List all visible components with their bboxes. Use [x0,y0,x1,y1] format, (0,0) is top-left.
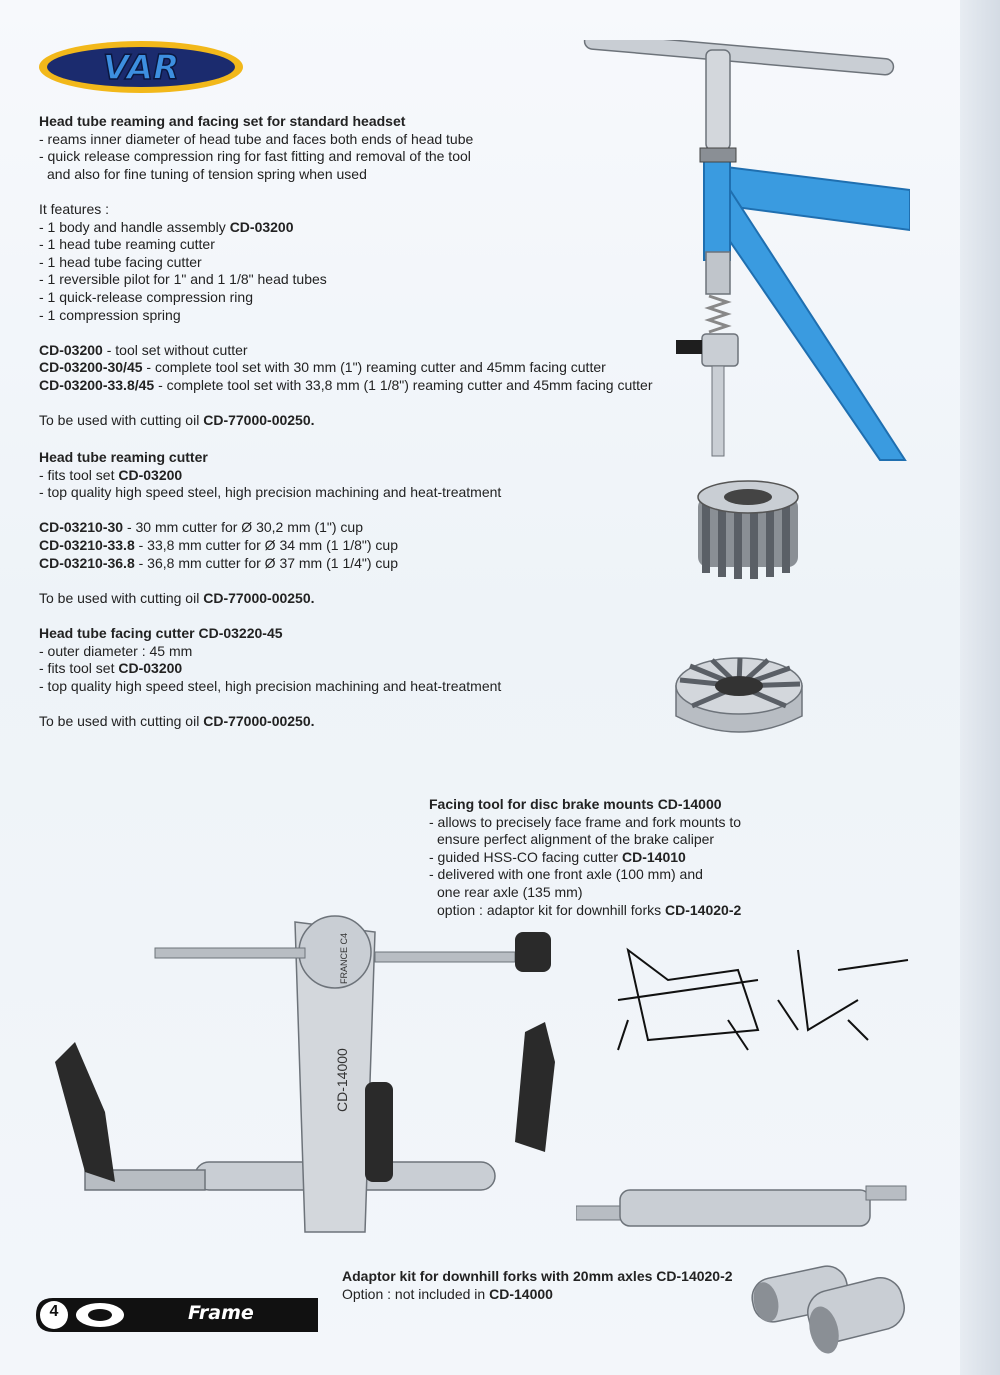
facing-oil-note: To be used with cutting oil CD-77000-00250. [39,712,315,729]
facing-cutter-section [39,625,501,731]
feature-2: - 1 head tube reaming cutter [39,236,215,253]
feature-6: - 1 compression spring [39,306,181,323]
headset-set-section [39,113,652,430]
features-intro: It features : [39,200,110,217]
disc-line-2: ensure perfect alignment of the brake caliper [437,831,715,848]
tool-body-mark: CD-14000 [334,1048,350,1112]
reaming-variant-2: CD-03210-33.8 - 33,8 mm cutter for Ø 34 mm (1 1/8") cup [39,536,399,553]
facing-outer: - outer diameter : 45 mm [39,642,193,659]
disc-line-1: - allows to precisely face frame and fork mounts to [429,813,742,830]
page-edge-shadow [960,0,1000,1375]
variant-2: CD-03200-30/45 - complete tool set with 30 mm (1") reaming cutter and 45mm facing cutter [39,359,606,376]
variant-1: CD-03200 - tool set without cutter [39,341,248,358]
feature-1: - 1 body and handle assembly CD-03200 [39,218,294,235]
headset-bullet-2: - quick release compression ring for fast fitting and removal of the tool [39,148,471,165]
disc-line-3: - guided HSS-CO facing cutter CD-14010 [429,848,686,865]
reaming-oil-note: To be used with cutting oil CD-77000-00250. [39,589,315,606]
adaptor-kit-title: Adaptor kit for downhill forks with 20mm axles CD-14020-2 [342,1268,733,1284]
feature-3: - 1 head tube facing cutter [39,253,202,270]
tool-body-mark-2: FRANCE C4 [339,932,349,984]
variant-3: CD-03200-33.8/45 - complete tool set with 33,8 mm (1 1/8") reaming cutter and 45mm facing cutter [39,376,653,393]
facing-cutter-title: Head tube facing cutter CD-03220-45 [39,625,283,641]
facing-quality: - top quality high speed steel, high precision machining and heat-treatment [39,677,502,694]
axle-photo [576,1176,908,1234]
var-logo [38,40,244,94]
adaptor-kit-section [342,1268,733,1303]
reaming-fits: - fits tool set CD-03200 [39,466,183,483]
adaptor-sleeves-photo [748,1254,908,1358]
facing-fits: - fits tool set CD-03200 [39,660,183,677]
usage-diagrams [608,940,918,1060]
reaming-quality: - top quality high speed steel, high precision machining and heat-treatment [39,484,502,501]
headset-set-title: Head tube reaming and facing set for standard headset [39,113,406,129]
disc-line-6: option : adaptor kit for downhill forks CD-14020-2 [437,901,742,918]
page-number: 4 [49,1303,59,1320]
headset-bullet-3: and also for fine tuning of tension spring when used [47,165,367,182]
reaming-variant-1: CD-03210-30 - 30 mm cutter for Ø 30,2 mm (1") cup [39,519,363,536]
disc-tool-section [429,796,741,919]
disc-brake-tool-photo [45,912,585,1247]
reaming-cutter-photo [682,475,814,585]
reaming-cutter-title: Head tube reaming cutter [39,449,208,465]
disc-line-4: - delivered with one front axle (100 mm) and [429,866,703,883]
logo-text: VAR [102,48,180,88]
headset-bullet-1: - reams inner diameter of head tube and faces both ends of head tube [39,130,474,147]
footer-tab [36,1298,318,1332]
disc-tool-title: Facing tool for disc brake mounts CD-14000 [429,796,722,812]
feature-4: - 1 reversible pilot for 1" and 1 1/8" head tubes [39,271,327,288]
facing-cutter-photo [668,636,810,748]
feature-5: - 1 quick-release compression ring [39,288,253,305]
reaming-cutter-section [39,449,501,607]
reaming-tool-frame-photo [580,40,910,465]
disc-line-5: one rear axle (135 mm) [437,883,583,900]
headset-oil-note: To be used with cutting oil CD-77000-00250. [39,412,315,429]
adaptor-kit-note: Option : not included in CD-14000 [342,1285,553,1302]
reaming-variant-3: CD-03210-36.8 - 36,8 mm cutter for Ø 37 mm (1 1/4") cup [39,554,399,571]
section-label: Frame [188,1302,254,1324]
